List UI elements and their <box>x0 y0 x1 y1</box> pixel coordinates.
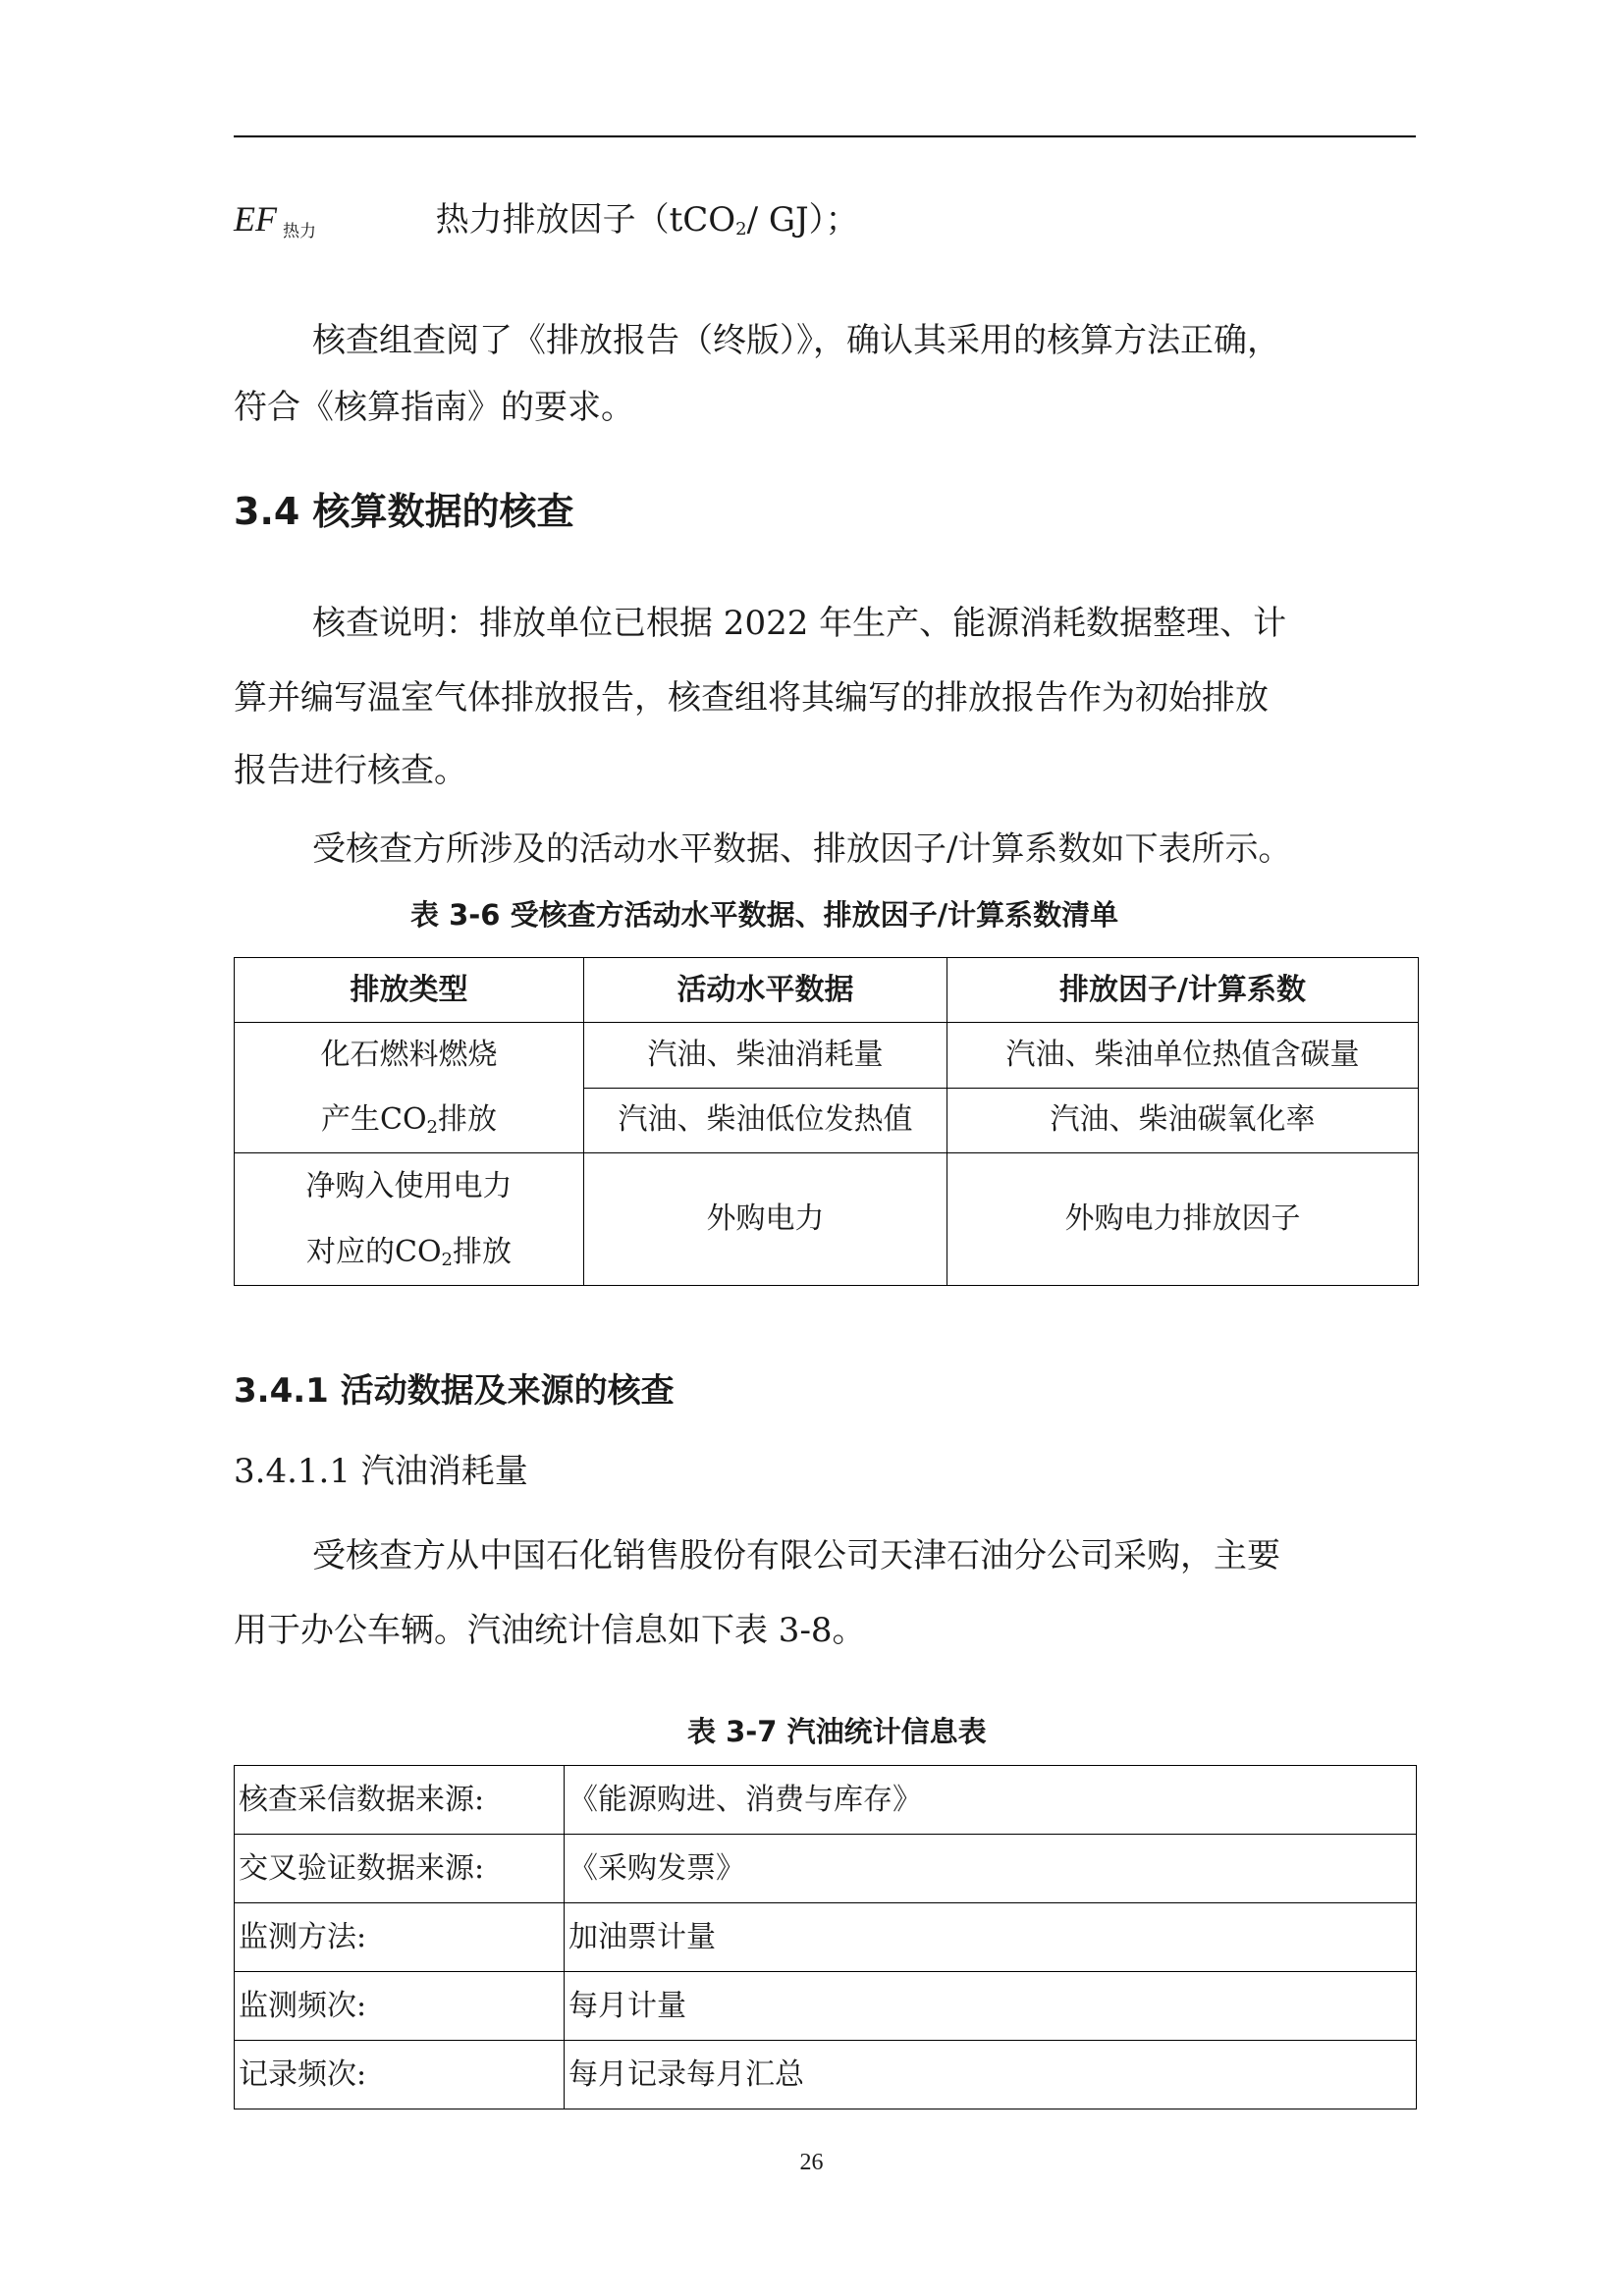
emission-factor-cell: 外购电力排放因子 <box>947 1153 1419 1286</box>
table-header-cell: 排放因子/计算系数 <box>947 958 1419 1023</box>
paragraph-line: 核查组查阅了《排放报告（终版）》，确认其采用的核算方法正确， <box>312 321 1280 360</box>
info-label-cell: 监测方法: <box>235 1903 565 1972</box>
info-label-cell: 交叉验证数据来源: <box>235 1835 565 1903</box>
info-value-cell: 每月计量 <box>565 1972 1417 2041</box>
paragraph-line: 受核查方从中国石化销售股份有限公司天津石油分公司采购，主要 <box>312 1536 1280 1575</box>
info-value-cell: 《采购发票》 <box>565 1835 1417 1903</box>
ef-variable: EF <box>234 199 277 239</box>
section-heading-3-4-1: 3.4.1 活动数据及来源的核查 <box>234 1371 675 1411</box>
emission-factor-cell: 汽油、柴油单位热值含碳量 <box>947 1023 1419 1089</box>
ef-description: 热力排放因子（tCO$_2$/ GJ）； <box>435 200 859 240</box>
info-label-cell: 监测频次: <box>235 1972 565 2041</box>
page-number: 26 <box>799 2150 824 2175</box>
ef-variable-subscript: 热力 <box>282 222 316 241</box>
table-row <box>235 1903 1417 1972</box>
emission-type-cell: 化石燃料燃烧 产生$CO_2$排放 <box>235 1023 584 1153</box>
activity-data-cell: 汽油、柴油低位发热值 <box>584 1088 947 1153</box>
emission-factor-cell: 汽油、柴油碳氧化率 <box>947 1088 1419 1153</box>
table-header-cell: 活动水平数据 <box>584 958 947 1023</box>
header-rule <box>234 135 1416 137</box>
section-heading-3-4-1-1: 3.4.1.1 汽油消耗量 <box>234 1452 528 1491</box>
info-label-cell: 记录频次: <box>235 2041 565 2109</box>
table-row <box>235 1766 1417 1835</box>
table-row <box>235 1972 1417 2041</box>
table-3-6-caption: 表 3-6 受核查方活动水平数据、排放因子/计算系数清单 <box>410 898 1119 932</box>
info-value-cell: 《能源购进、消费与库存》 <box>565 1766 1417 1835</box>
info-value-cell: 每月记录每月汇总 <box>565 2041 1417 2109</box>
activity-data-cell: 外购电力 <box>584 1153 947 1286</box>
paragraph-line: 用于办公车辆。汽油统计信息如下表 3-8。 <box>234 1611 866 1650</box>
section-heading-3-4: 3.4 核算数据的核查 <box>234 490 574 533</box>
table-3-7-caption: 表 3-7 汽油统计信息表 <box>687 1715 987 1748</box>
paragraph-line: 受核查方所涉及的活动水平数据、排放因子/计算系数如下表所示。 <box>312 829 1292 869</box>
table-3-7 <box>234 1765 1417 2109</box>
emission-type-cell: 净购入使用电力 对应的$CO_2$排放 <box>235 1153 584 1286</box>
table-row <box>235 1835 1417 1903</box>
paragraph-line: 符合《核算指南》的要求。 <box>234 388 634 427</box>
table-3-6 <box>234 957 1419 1286</box>
table-row <box>235 2041 1417 2109</box>
paragraph-line: 算并编写温室气体排放报告，核查组将其编写的排放报告作为初始排放 <box>234 678 1269 718</box>
table-header-cell: 排放类型 <box>235 958 584 1023</box>
ef-definition-line <box>234 201 859 240</box>
paragraph-line: 核查说明：排放单位已根据 2022 年生产、能源消耗数据整理、计 <box>312 604 1287 643</box>
paragraph-line: 报告进行核查。 <box>234 751 467 790</box>
info-label-cell: 核查采信数据来源: <box>235 1766 565 1835</box>
activity-data-cell: 汽油、柴油消耗量 <box>584 1023 947 1089</box>
info-value-cell: 加油票计量 <box>565 1903 1417 1972</box>
